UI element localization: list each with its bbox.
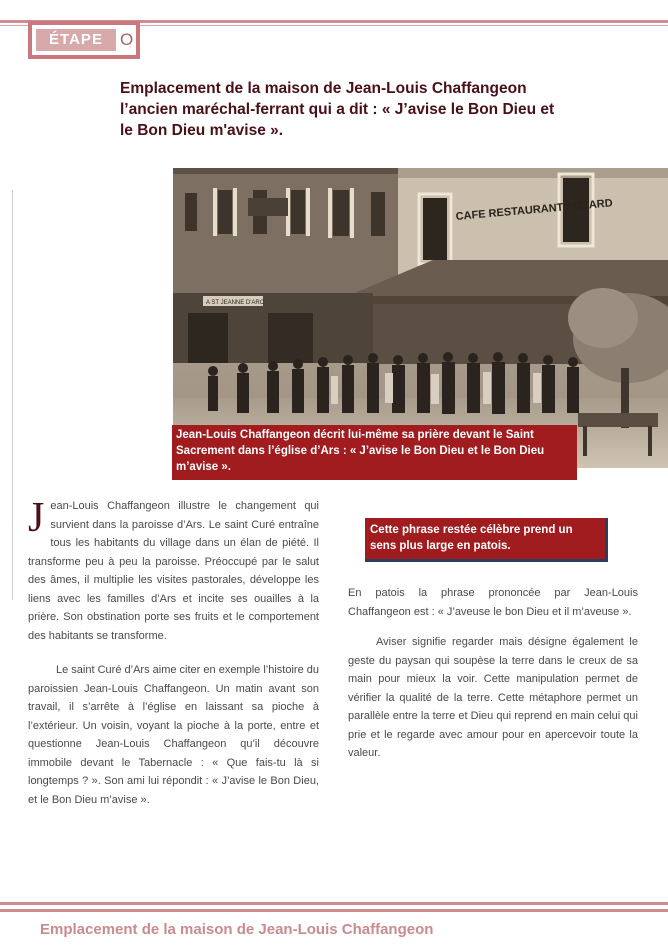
footer-title: Emplacement de la maison de Jean-Louis Chaffangeon [40,921,434,938]
left-paragraph-1 [28,497,319,645]
street-scene-illustration [173,168,668,468]
left-column [28,497,319,809]
footer-rule [0,902,668,905]
photo-caption: Jean-Louis Chaffangeon décrit lui-même sa prière devant le Saint Sacrement dans l’église d’Ars : « J’avise le Bon Dieu et le Bon Dieu m’avise ». [172,425,577,480]
right-paragraph-1: En patois la phrase prononcée par Jean-Louis Chaffangeon est : « J’aveuse le bon Dieu et il m’aveuse ». [348,587,638,618]
etape-badge [28,21,140,59]
shop-sign: A ST JEANNE D'ARC [206,300,265,306]
right-column [348,584,638,763]
etape-label: ÉTAPE [36,29,116,51]
left-paragraph-2: Le saint Curé d’Ars aime citer en exemple l’histoire du paroissien Jean-Louis Chaffangeon. Un matin avant son travail, il s’arrête à l’église en laissant sa pioche à l’extérieur. Un voisin, voyant la pioche à la porte, entre et questionne Jean-Louis Chaffangeon qu’il découvre immobile devant le Tabernacle : « Que fais-tu là si longtemps ? ». Son ami lui répondit : « J’avise le Bon Dieu, et le Bon Dieu m’avise ». [28,664,319,806]
cafe-sign: CAFE RESTAURANT POZARD [455,197,614,223]
right-paragraph-2: Aviser signifie regarder mais désigne également le geste du paysan qui soupèse la terre dans le creux de sa main pour mieux la voir. Cette manipulation permet de vérifier la qualité de la terre. Cette métaphore permet un parallèle entre la terre et Dieu qui reprend en main celui qui prie et le regarde avec amour pour en apercevoir toute la valeur. [348,636,638,759]
drop-cap: J [28,495,45,541]
page-title: Emplacement de la maison de Jean-Louis Chaffangeon l’ancien maréchal-ferrant qui a dit : « J’avise le Bon Dieu et le Bon Dieu m'avise ». [120,80,555,139]
etape-number: O [120,30,134,49]
margin-rule [12,190,13,600]
footer-rule-2 [0,909,668,912]
left-paragraph-1-text: ean-Louis Chaffangeon illustre le changement qui survient dans la paroisse d’Ars. Le saint Curé entraîne tous les habitants du village dans un élan de piété. Il transforme peu à peu la paroisse. Préoccupé par le salut des âmes, il multiplie les visites pastorales, développe les liens avec les familles d’Ars et incite ses ouailles à la prière. Son obstination porte ses fruits et le comportement des habitants se transforme. [28,500,319,642]
callout-box: Cette phrase restée célèbre prend un sens plus large en patois. [365,518,608,562]
historic-photo [173,168,668,468]
